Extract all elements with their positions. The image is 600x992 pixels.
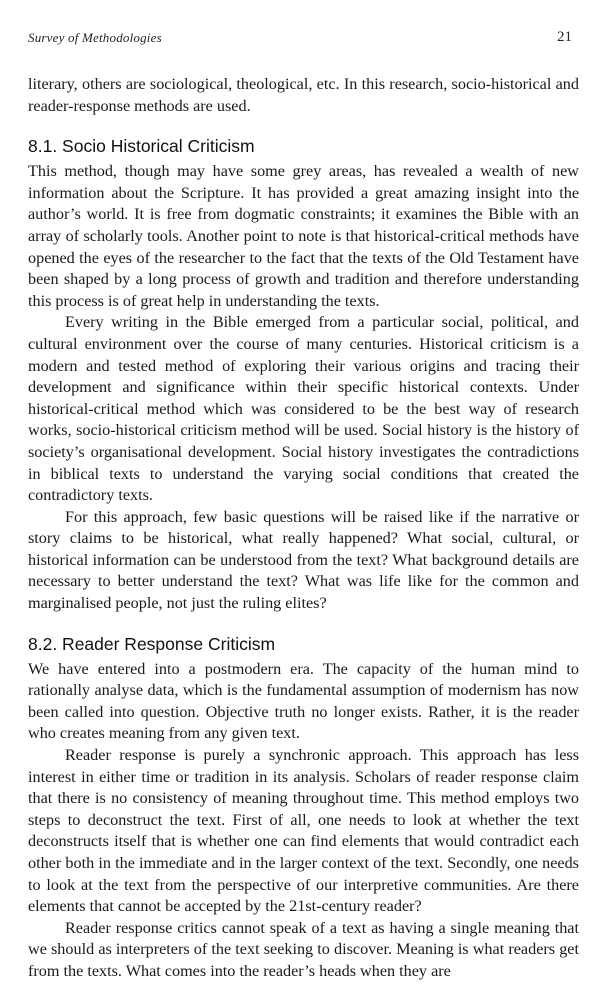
intro-paragraph: literary, others are sociological, theological, etc. In this research, socio-historical and reader-response methods are used. bbox=[28, 75, 579, 115]
paragraph-reader-1: We have entered into a postmodern era. The capacity of the human mind to rationally analyse data, which is the fundamental assumption of modernism has now been called into question. Objective truth no longer exists. Rather, it is the reader who creates meaning from any given text. bbox=[28, 659, 579, 743]
running-header bbox=[28, 30, 572, 50]
page-number: 21 bbox=[557, 29, 572, 45]
running-title: Survey of Methodologies bbox=[28, 30, 162, 45]
paragraph-reader-3: Reader response critics cannot speak of a text as having a single meaning that we should as interpreters of the text seeking to discover. Meaning is what readers get from the texts. What comes into the reader’s heads when they are bbox=[28, 918, 579, 980]
paragraph-socio-2: Every writing in the Bible emerged from a particular social, political, and cultural environment over the course of many centuries. Historical criticism is a modern and tested method of exploring their various origins and tracing their development and significance within their specific historical contexts. Under historical-critical method which was considered to be the best way of research works, socio-historical criticism method will be used. Social history is the history of society’s organisational development. Social history investigates the contradictions in biblical texts to understand the varying social conditions that created the contradictory texts. bbox=[28, 313, 579, 505]
section-heading-socio-historical: 8.1. Socio Historical Criticism bbox=[28, 136, 255, 157]
paragraph-socio-3: For this approach, few basic questions will be raised like if the narrative or story claims to be historical, what really happened? What social, cultural, or historical information can be understood from the text? What background details are necessary to better understand the text? What was life like for the common and marginalised people, not just the ruling elites? bbox=[28, 507, 579, 613]
section-heading-reader-response: 8.2. Reader Response Criticism bbox=[28, 633, 276, 654]
paragraph-reader-2: Reader response is purely a synchronic approach. This approach has less interest in either time or tradition in its analysis. Scholars of reader response claim that there is no consistency of meaning throughout time. This method employs two steps to deconstruct the text. First of all, one needs to look at whether the text deconstructs itself that is whether one can find elements that would contradict each other both in the immediate and in the larger context of the text. Secondly, one needs to look at the text from the perspective of our interpretive communities. Are there elements that cannot be accepted by the 21st-century reader? bbox=[28, 746, 579, 916]
page-body bbox=[28, 74, 579, 983]
paragraph-socio-1: This method, though may have some grey areas, has revealed a wealth of new information about the Scripture. It has provided a great amazing insight into the author’s world. It is free from dogmatic constraints; it examines the Bible with an array of scholarly tools. Another point to note is that historical-critical methods have opened the eyes of the researcher to the fact that the texts of the Old Testament have been shaped by a long process of growth and tradition and therefore understanding this process is of great help in understanding the texts. bbox=[28, 162, 579, 310]
